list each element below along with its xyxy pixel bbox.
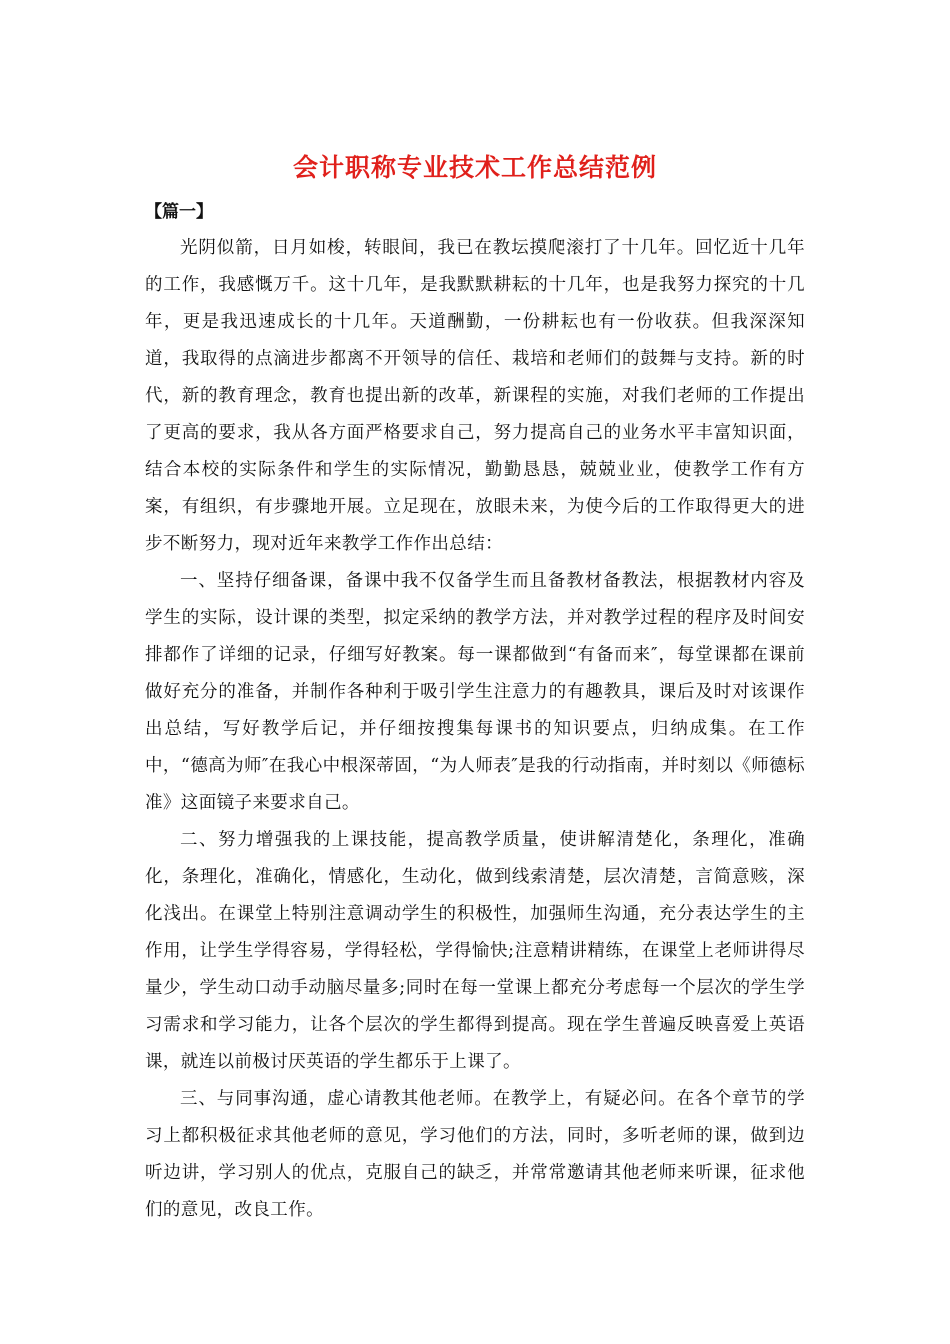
paragraph-point-one: 一、坚持仔细备课，备课中我不仅备学生而且备教材备教法，根据教材内容及学生的实际，设计课的类型，拟定采纳的教学方法，并对教学过程的程序及时间安排都作了详细的记录，仔细写好教案。每一课都做到“有备而来″，每堂课都在课前做好充分的准备，并制作各种利于吸引学生注意力的有趣教具，课后及时对该课作出总结，写好教学后记，并仔细按搜集每课书的知识要点，归纳成集。在工作中，“德高为师″在我心中根深蒂固，“为人师表″是我的行动指南，并时刻以《师德标准》这面镜子来要求自己。 bbox=[145, 571, 805, 813]
paragraph-intro: 光阴似箭，日月如梭，转眼间，我已在教坛摸爬滚打了十几年。回忆近十几年的工作，我感慨万千。这十几年，是我默默耕耘的十几年，也是我努力探究的十几年，更是我迅速成长的十几年。天道酬勤，一份耕耘也有一份收获。但我深深知道，我取得的点滴进步都离不开领导的信任、栽培和老师们的鼓舞与支持。新的时代，新的教育理念，教育也提出新的改革，新课程的实施，对我们老师的工作提出了更高的要求，我从各方面严格要求自己，努力提高自己的业务水平丰富知识面，结合本校的实际条件和学生的实际情况，勤勤恳恳，兢兢业业，使教学工作有方案，有组织，有步骤地开展。立足现在，放眼未来，为使今后的工作取得更大的进步不断努力，现对近年来教学工作作出总结： bbox=[145, 238, 805, 554]
section-label: 【篇一】 bbox=[145, 202, 213, 222]
paragraph-point-three: 三、与同事沟通，虚心请教其他老师。在教学上，有疑必问。在各个章节的学习上都积极征求其他老师的意见，学习他们的方法，同时，多听老师的课，做到边听边讲，学习别人的优点，克服自己的缺乏，并常常邀请其他老师来听课，征求他们的意见，改良工作。 bbox=[145, 1089, 805, 1220]
document-body bbox=[145, 230, 805, 1229]
document-title: 会计职称专业技术工作总结范例 bbox=[292, 153, 657, 182]
paragraph-point-two: 二、努力增强我的上课技能，提高教学质量，使讲解清楚化，条理化，准确化，条理化，准确化，情感化，生动化，做到线索清楚，层次清楚，言简意赅，深化浅出。在课堂上特别注意调动学生的积极性，加强师生沟通，充分表达学生的主作用，让学生学得容易，学得轻松，学得愉快;注意精讲精练，在课堂上老师讲得尽量少，学生动口动手动脑尽量多;同时在每一堂课上都充分考虑每一个层次的学生学习需求和学习能力，让各个层次的学生都得到提高。现在学生普遍反映喜爱上英语课，就连以前极讨厌英语的学生都乐于上课了。 bbox=[145, 830, 805, 1072]
